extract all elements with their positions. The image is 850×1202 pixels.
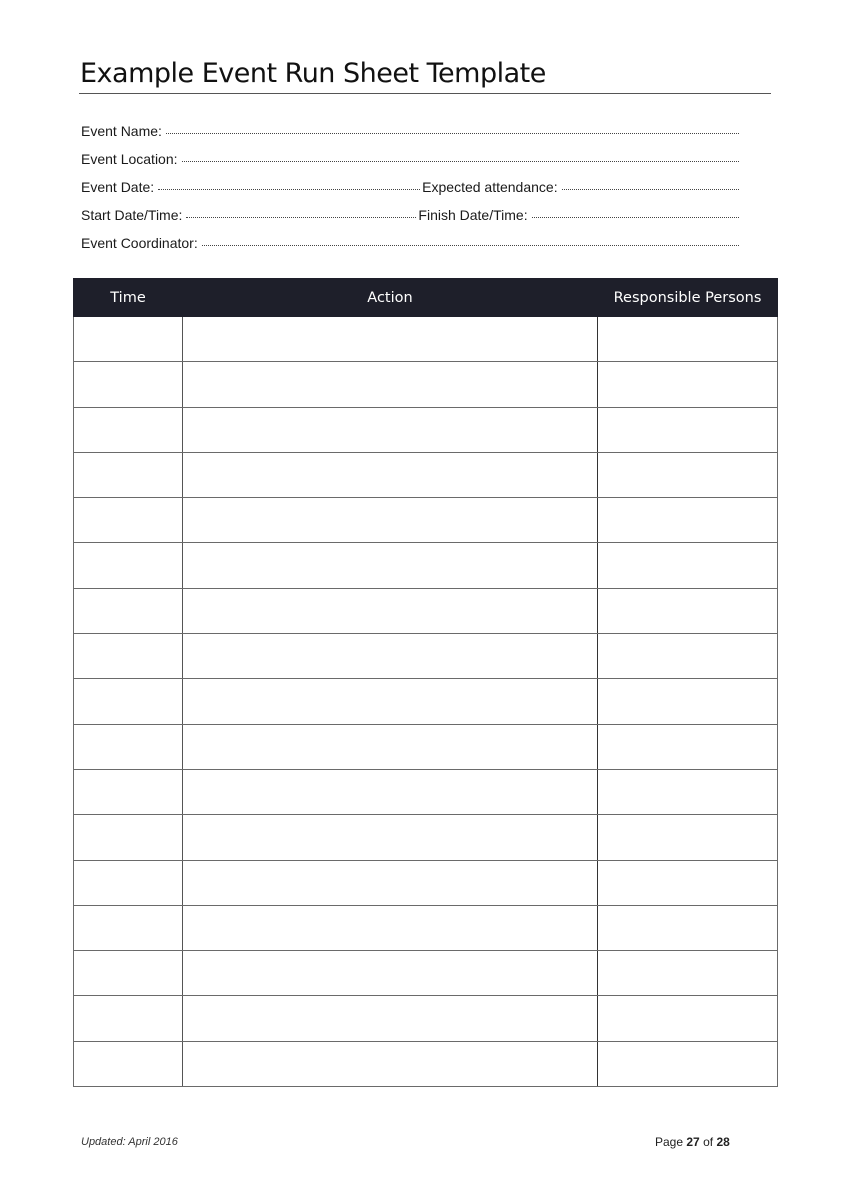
table-row [74,407,778,452]
time-cell[interactable] [74,362,183,407]
action-cell[interactable] [183,407,598,452]
time-cell[interactable] [74,452,183,497]
event-date-row [81,167,741,195]
page-of: of [703,1135,714,1149]
action-cell[interactable] [183,815,598,860]
page-current: 27 [686,1135,700,1149]
table-row [74,317,778,362]
table-row [74,679,778,724]
table-row [74,452,778,497]
table-row [74,362,778,407]
time-cell[interactable] [74,1041,183,1086]
finish-datetime-label: Finish Date/Time: [418,207,528,223]
responsible-cell[interactable] [598,815,778,860]
table-row [74,996,778,1041]
action-cell[interactable] [183,588,598,633]
page-total: 28 [716,1135,730,1149]
table-row [74,588,778,633]
action-cell[interactable] [183,1041,598,1086]
run-sheet-table [73,278,778,1087]
responsible-cell[interactable] [598,588,778,633]
responsible-cell[interactable] [598,543,778,588]
action-cell[interactable] [183,634,598,679]
table-body [74,317,778,1087]
time-cell[interactable] [74,634,183,679]
responsible-cell[interactable] [598,317,778,362]
time-cell[interactable] [74,905,183,950]
table-row [74,860,778,905]
page-label: Page [655,1135,684,1149]
responsible-cell[interactable] [598,634,778,679]
responsible-cell[interactable] [598,407,778,452]
footer-page-number [655,1135,730,1149]
time-cell[interactable] [74,407,183,452]
time-cell[interactable] [74,588,183,633]
action-cell[interactable] [183,543,598,588]
responsible-cell[interactable] [598,498,778,543]
table-row [74,543,778,588]
event-name-row [81,111,741,139]
action-cell[interactable] [183,724,598,769]
action-cell[interactable] [183,362,598,407]
action-cell[interactable] [183,860,598,905]
action-cell[interactable] [183,951,598,996]
responsible-cell[interactable] [598,679,778,724]
event-name-label: Event Name: [81,123,162,139]
time-cell[interactable] [74,996,183,1041]
table-row [74,498,778,543]
responsible-cell[interactable] [598,951,778,996]
action-cell[interactable] [183,996,598,1041]
responsible-cell[interactable] [598,362,778,407]
table-row [74,724,778,769]
event-location-row [81,139,741,167]
time-cell[interactable] [74,543,183,588]
time-cell[interactable] [74,724,183,769]
responsible-cell[interactable] [598,1041,778,1086]
responsible-cell[interactable] [598,452,778,497]
event-location-field[interactable] [182,161,739,162]
event-date-label: Event Date: [81,179,155,195]
responsible-cell[interactable] [598,996,778,1041]
expected-attendance-label: Expected attendance: [422,179,558,195]
table-row [74,634,778,679]
time-cell[interactable] [74,679,183,724]
event-date-field[interactable] [158,189,420,190]
header-time: Time [74,279,183,317]
time-cell[interactable] [74,769,183,814]
responsible-cell[interactable] [598,905,778,950]
event-fields [81,111,741,251]
start-datetime-label: Start Date/Time: [81,207,183,223]
time-cell[interactable] [74,860,183,905]
table-row [74,815,778,860]
action-cell[interactable] [183,905,598,950]
event-coordinator-row [81,223,741,251]
action-cell[interactable] [183,452,598,497]
table-row [74,951,778,996]
event-coordinator-field[interactable] [202,245,739,246]
time-cell[interactable] [74,317,183,362]
header-responsible-persons: Responsible Persons [598,279,778,317]
footer-updated: Updated: April 2016 [81,1136,178,1148]
event-name-field[interactable] [166,133,739,134]
table-row [74,1041,778,1086]
event-location-label: Event Location: [81,151,178,167]
responsible-cell[interactable] [598,724,778,769]
table-row [74,905,778,950]
responsible-cell[interactable] [598,769,778,814]
action-cell[interactable] [183,679,598,724]
expected-attendance-field[interactable] [562,189,739,190]
table-row [74,769,778,814]
event-coordinator-label: Event Coordinator: [81,235,198,251]
title-divider [79,93,771,94]
page-title: Example Event Run Sheet Template [80,58,546,89]
time-cell[interactable] [74,815,183,860]
time-cell[interactable] [74,951,183,996]
responsible-cell[interactable] [598,860,778,905]
start-datetime-field[interactable] [186,217,416,218]
action-cell[interactable] [183,317,598,362]
action-cell[interactable] [183,769,598,814]
time-cell[interactable] [74,498,183,543]
table-header-row [74,279,778,317]
finish-datetime-field[interactable] [532,217,739,218]
action-cell[interactable] [183,498,598,543]
header-action: Action [183,279,598,317]
start-finish-row [81,195,741,223]
